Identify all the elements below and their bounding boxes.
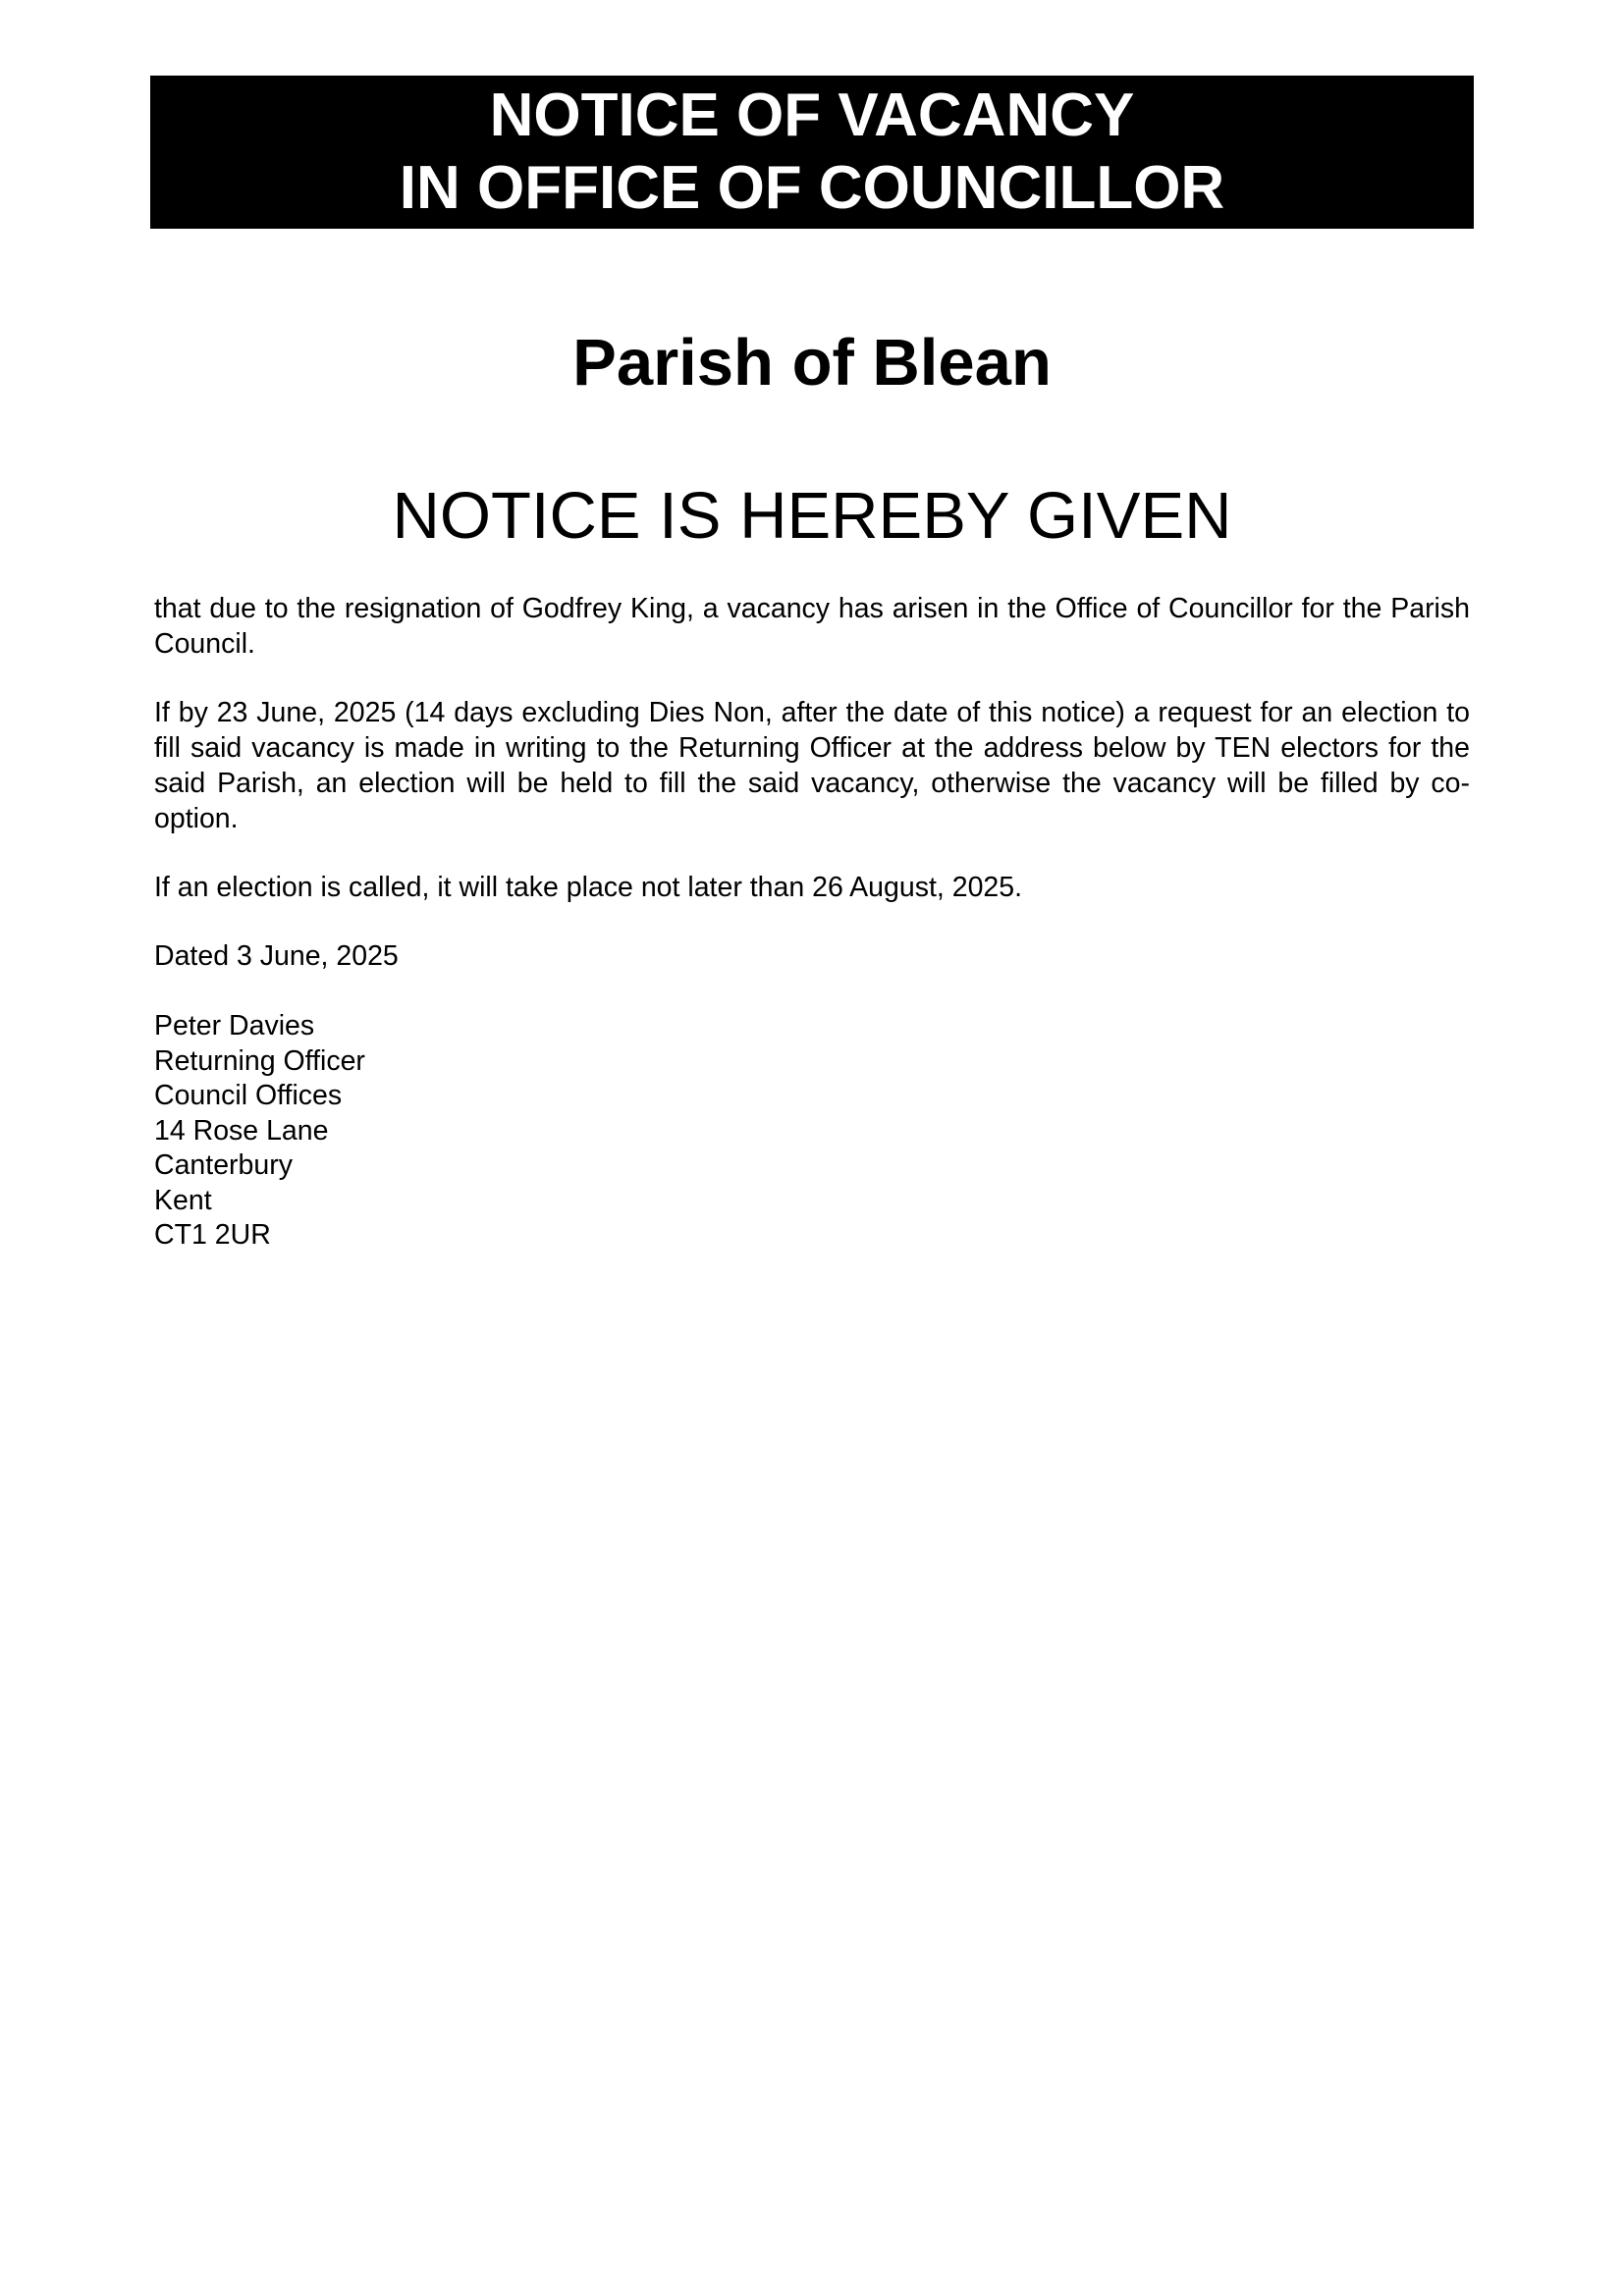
parish-title: Parish of Blean <box>572 326 1052 400</box>
paragraph-vacancy-reason: that due to the resignation of Godfrey King, a vacancy has arisen in the Office of Councillor for the Parish Council. <box>154 593 1470 660</box>
address-city: Canterbury <box>154 1149 293 1181</box>
returning-officer-address <box>154 1009 365 1254</box>
notice-heading: NOTICE IS HEREBY GIVEN <box>392 479 1232 553</box>
paragraph-election-request: If by 23 June, 2025 (14 days excluding Dies Non, after the date of this notice) a request for an election to fill said vacancy is made in writing to the Returning Officer at the address below by TEN electors for the said Parish, an election will be held to fill the said vacancy, otherwise the vacancy will be filled by co-option. <box>154 697 1470 834</box>
paragraph-dated: Dated 3 June, 2025 <box>154 940 399 972</box>
paragraph-election-date: If an election is called, it will take place not later than 26 August, 2025. <box>154 872 1023 903</box>
address-street: 14 Rose Lane <box>154 1114 329 1147</box>
officer-role: Returning Officer <box>154 1044 365 1077</box>
address-county: Kent <box>154 1184 212 1216</box>
address-postcode: CT1 2UR <box>154 1219 271 1251</box>
banner-title-line-2: IN OFFICE OF COUNCILLOR <box>399 154 1225 222</box>
banner-title-line-1: NOTICE OF VACANCY <box>489 81 1135 149</box>
officer-name: Peter Davies <box>154 1010 315 1041</box>
address-building: Council Offices <box>154 1080 343 1111</box>
notice-banner <box>150 76 1474 229</box>
